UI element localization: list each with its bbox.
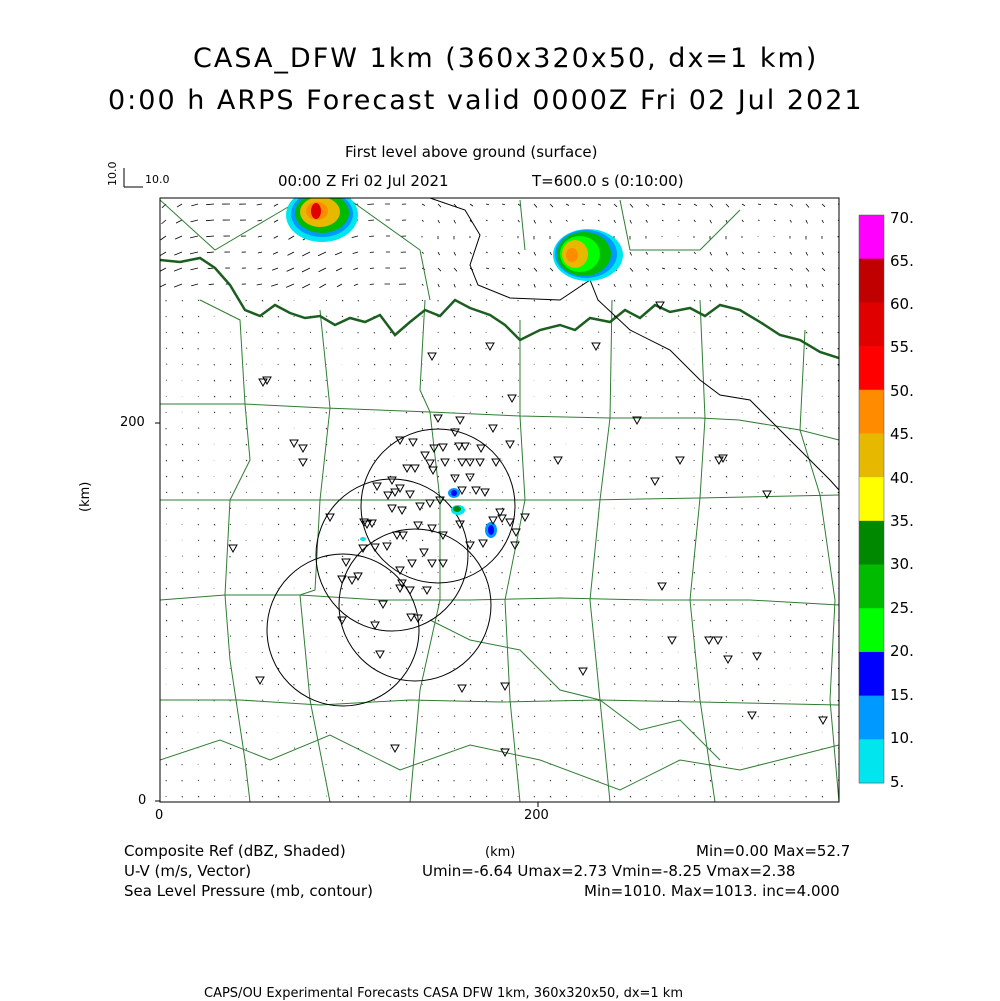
station-marker-icon xyxy=(658,583,666,590)
station-marker-icon xyxy=(409,439,417,446)
cb-label-50: 50. xyxy=(890,382,914,400)
station-marker-icon xyxy=(477,445,485,452)
station-marker-icon xyxy=(229,545,237,552)
station-marker-icon xyxy=(456,417,464,424)
station-marker-icon xyxy=(472,487,480,494)
colorbar-segment xyxy=(859,696,884,740)
station-marker-icon xyxy=(411,465,419,472)
credit-line: CAPS/OU Experimental Forecasts CASA DFW 1km, 360x320x50, dx=1 km xyxy=(204,986,683,1001)
colorbar-segment xyxy=(859,390,884,434)
station-marker-icon xyxy=(489,425,497,432)
station-marker-icon xyxy=(403,465,411,472)
state-boundary xyxy=(160,258,839,358)
colorbar-segment xyxy=(859,652,884,696)
reflectivity-cell-ne xyxy=(553,229,623,281)
colorbar-segment xyxy=(859,259,884,303)
colorbar xyxy=(859,215,884,784)
ref-stats: Min=0.00 Max=52.7 xyxy=(696,842,850,860)
station-marker-icon xyxy=(342,559,350,566)
title-line-1: CASA_DFW 1km (360x320x50, dx=1 km) xyxy=(193,43,818,74)
vector-key-icon xyxy=(124,168,143,187)
slp-stats: Min=1010. Max=1013. inc=4.000 xyxy=(584,882,840,900)
x-tick-200: 200 xyxy=(524,808,549,823)
station-marker-icon xyxy=(426,500,434,507)
y-tick-0: 0 xyxy=(138,793,146,808)
station-marker-icon xyxy=(479,540,487,547)
station-marker-icon xyxy=(651,478,659,485)
station-marker-icon xyxy=(376,651,384,658)
station-marker-icon xyxy=(439,444,447,451)
station-marker-icon xyxy=(256,677,264,684)
station-marker-icon xyxy=(819,717,827,724)
station-marker-icon xyxy=(383,543,391,550)
colorbar-segment xyxy=(859,215,884,259)
station-marker-icon xyxy=(379,601,387,608)
station-marker-icon xyxy=(705,637,713,644)
station-marker-icon xyxy=(486,343,494,350)
station-marker-icon xyxy=(508,395,516,402)
vector-key-h-label: 10.0 xyxy=(145,173,170,186)
station-marker-icon xyxy=(428,560,436,567)
colorbar-segment xyxy=(859,739,884,783)
station-marker-icon xyxy=(498,515,506,522)
cb-label-45: 45. xyxy=(890,425,914,443)
colorbar-segment xyxy=(859,477,884,521)
station-marker-icon xyxy=(492,459,500,466)
station-marker-icon xyxy=(668,637,676,644)
station-marker-icon xyxy=(428,353,436,360)
station-marker-icon xyxy=(748,712,756,719)
uv-stats: Umin=-6.64 Umax=2.73 Vmin=-8.25 Vmax=2.38 xyxy=(422,862,795,880)
station-marker-icon xyxy=(506,441,514,448)
reflectivity-cell-nw xyxy=(286,188,358,242)
colorbar-segment xyxy=(859,433,884,477)
station-marker-icon xyxy=(676,457,684,464)
station-marker-icon xyxy=(406,587,414,594)
station-marker-icon xyxy=(434,415,442,422)
station-marker-icon xyxy=(466,474,474,481)
station-marker-icon xyxy=(299,459,307,466)
station-marker-icon xyxy=(592,343,600,350)
cb-label-25: 25. xyxy=(890,599,914,617)
station-marker-icon xyxy=(384,492,392,499)
station-marker-icon xyxy=(388,477,396,484)
station-marker-icon xyxy=(724,656,732,663)
cb-label-55: 55. xyxy=(890,338,914,356)
title-line-2: 0:00 h ARPS Forecast valid 0000Z Fri 02 Jul 2021 xyxy=(108,85,864,116)
colorbar-segment xyxy=(859,565,884,609)
station-marker-icon xyxy=(388,505,396,512)
station-marker-icon xyxy=(481,489,489,496)
station-marker-icon xyxy=(348,577,356,584)
cb-label-10: 10. xyxy=(890,729,914,747)
time-label: 00:00 Z Fri 02 Jul 2021 xyxy=(278,172,449,190)
station-marker-icon xyxy=(753,653,761,660)
station-marker-icon xyxy=(476,459,484,466)
station-marker-icon xyxy=(290,440,298,447)
uv-label: U-V (m/s, Vector) xyxy=(124,862,251,880)
level-label: First level above ground (surface) xyxy=(345,143,598,161)
x-axis-unit: (km) xyxy=(485,845,515,860)
station-marker-icon xyxy=(429,467,437,474)
timestep-label: T=600.0 s (0:10:00) xyxy=(532,172,684,190)
station-marker-icon xyxy=(408,560,416,567)
radar-range-circles xyxy=(267,429,515,706)
y-axis-unit: (km) xyxy=(78,482,93,512)
station-marker-icon xyxy=(579,668,587,675)
station-marker-icon xyxy=(299,445,307,452)
station-marker-icon xyxy=(458,685,466,692)
cb-label-15: 15. xyxy=(890,686,914,704)
station-marker-icon xyxy=(714,637,722,644)
cb-label-40: 40. xyxy=(890,469,914,487)
cb-label-20: 20. xyxy=(890,642,914,660)
colorbar-segment xyxy=(859,608,884,652)
station-marker-icon xyxy=(426,460,434,467)
vector-key-v-label: 10.0 xyxy=(106,162,119,187)
cb-label-60: 60. xyxy=(890,295,914,313)
county-boundaries xyxy=(160,200,839,802)
station-marker-icon xyxy=(398,507,406,514)
slp-contour xyxy=(430,198,839,490)
station-marker-icon xyxy=(423,587,431,594)
reflectivity-small-cells xyxy=(360,488,497,541)
colorbar-segment xyxy=(859,302,884,346)
y-tick-200: 200 xyxy=(120,415,145,430)
cb-label-65: 65. xyxy=(890,252,914,270)
colorbar-segment xyxy=(859,346,884,390)
wind-vector-field xyxy=(158,204,841,797)
station-marker-icon xyxy=(421,452,429,459)
composite-ref-label: Composite Ref (dBZ, Shaded) xyxy=(124,842,346,860)
station-marker-icon xyxy=(416,503,424,510)
station-marker-icon xyxy=(441,459,449,466)
station-marker-icon xyxy=(406,491,414,498)
station-marker-icon xyxy=(451,475,459,482)
cb-label-30: 30. xyxy=(890,555,914,573)
cb-label-35: 35. xyxy=(890,512,914,530)
station-marker-icon xyxy=(359,545,367,552)
colorbar-segment xyxy=(859,521,884,565)
slp-label: Sea Level Pressure (mb, contour) xyxy=(124,882,373,900)
station-marker-icon xyxy=(554,457,562,464)
station-marker-icon xyxy=(458,459,466,466)
station-marker-icon xyxy=(420,549,428,556)
x-tick-0: 0 xyxy=(155,808,163,823)
station-marker-icon xyxy=(373,483,381,490)
cb-label-5: 5. xyxy=(890,773,904,791)
station-marker-icon xyxy=(414,522,422,529)
station-marker-icon xyxy=(391,745,399,752)
cb-label-70: 70. xyxy=(890,209,914,227)
